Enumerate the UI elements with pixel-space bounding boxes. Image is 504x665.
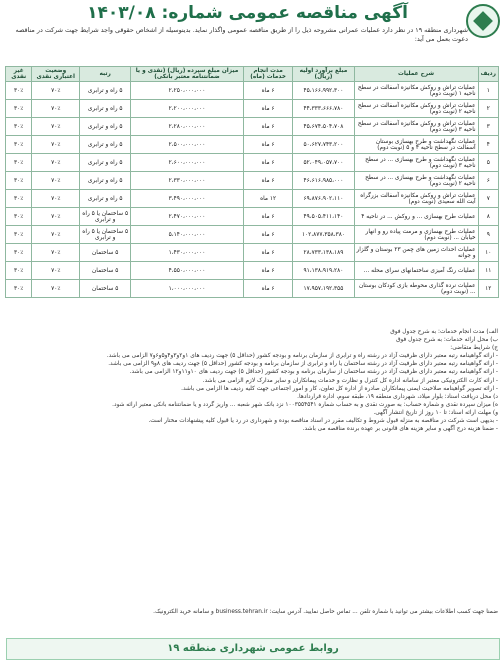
row-number-cell: ۱ — [478, 82, 498, 100]
note-line: الف) مدت انجام خدمات: به شرح جدول فوق — [390, 329, 498, 335]
duration-cell: ۶ ماه — [243, 154, 293, 172]
deposit-cell: ۳،۴۹۰،۰۰۰،۰۰۰ — [131, 190, 244, 208]
rank-cell: ۵ ساختمان — [80, 280, 131, 298]
noncash-credit-cell: ۳۰٪ — [6, 244, 32, 262]
cash-credit-cell: ۷۰٪ — [32, 190, 80, 208]
table-row — [6, 172, 499, 190]
estimate-cell: ۶۹،۸۷۶،۹۰۲،۱۱۰ — [293, 190, 354, 208]
noncash-credit-cell: ۳۰٪ — [6, 136, 32, 154]
deposit-cell: ۵،۱۴۰،۰۰۰،۰۰۰ — [131, 226, 244, 244]
deposit-cell: ۱،۴۳۰،۰۰۰،۰۰۰ — [131, 244, 244, 262]
description-cell: عملیات نگهداشت و طرح بهسازی ... در سطح ناحیه ۲ (نوبت دوم) — [354, 172, 478, 190]
noncash-credit-cell: ۳۰٪ — [6, 280, 32, 298]
deposit-cell: ۲،۴۷۰،۰۰۰،۰۰۰ — [131, 208, 244, 226]
duration-cell: ۶ ماه — [243, 136, 293, 154]
table-row — [6, 118, 499, 136]
announcement-title: آگهی مناقصه عمومی شماره: ۱۴۰۳/۰۸ — [87, 3, 408, 23]
note-line: - بدیهی است شرکت در مناقصه به منزله قبول شروط و تکالیف مقرر در اسناد مناقصه بوده و شهرداری در رد یا قبول کلیه پیشنهادات مختار است. — [148, 418, 498, 425]
rank-cell: ۵ راه و ترابری — [80, 154, 131, 172]
row-number-cell: ۱۱ — [478, 262, 498, 280]
cash-credit-cell: ۷۰٪ — [32, 280, 80, 298]
footer-contact-text: ضمنا جهت کسب اطلاعات بیشتر می توانید با شماره تلفن ... تماس حاصل نمایید. آدرس سایت: business.tehran.ir و سامانه خرید الکترونیک. — [153, 609, 498, 615]
duration-cell: ۶ ماه — [243, 208, 293, 226]
description-cell: عملیات طرح بهسازی و مرمت پیاده رو و انهار خیابان ... (نوبت دوم) — [354, 226, 478, 244]
row-number-cell: ۴ — [478, 136, 498, 154]
duration-cell: ۶ ماه — [243, 262, 293, 280]
duration-cell: ۶ ماه — [243, 226, 293, 244]
col-row-number: ردیف — [478, 67, 498, 82]
cash-credit-cell: ۷۰٪ — [32, 82, 80, 100]
description-cell: عملیات تراش و روکش مکانیزه آسفالت در سطح ناحیه ۳ (نوبت دوم) — [354, 118, 478, 136]
description-cell: عملیات تراش و روکش مکانیزه آسفالت بزرگراه آیت الله سعیدی (نوبت دوم) — [354, 190, 478, 208]
estimate-cell: ۲۸،۷۳۳،۱۳۸،۱۸۹ — [293, 244, 354, 262]
table-row — [6, 208, 499, 226]
rank-cell: ۵ راه و ترابری — [80, 136, 131, 154]
cash-credit-cell: ۷۰٪ — [32, 136, 80, 154]
note-line: - ارائه گواهینامه رتبه معتبر دارای ظرفیت آزاد در رشته ساختمان از سازمان برنامه و بودجه کشور (حداقل ۵) جهت ردیف های ۱۰و۱۱و۱۲ الزامی می باشد. — [129, 369, 498, 376]
estimate-cell: ۱۷،۹۵۷،۱۹۲،۳۵۵ — [293, 280, 354, 298]
deposit-cell: ۲،۲۰۰،۰۰۰،۰۰۰ — [131, 100, 244, 118]
estimate-cell: ۵۲،۰۴۹،۰۵۷،۷۰۰ — [293, 154, 354, 172]
row-number-cell: ۱۰ — [478, 244, 498, 262]
row-number-cell: ۲ — [478, 100, 498, 118]
noncash-credit-cell: ۳۰٪ — [6, 226, 32, 244]
table-row — [6, 262, 499, 280]
estimate-cell: ۴۴،۳۳۳،۶۶۶،۷۸۰ — [293, 100, 354, 118]
description-cell: عملیات نگهداشت و طرح بهسازی ... در سطح ناحیه ۳ (نوبت دوم) — [354, 154, 478, 172]
estimate-cell: ۱۰۲،۸۷۷،۳۵۸،۳۸۰ — [293, 226, 354, 244]
noncash-credit-cell: ۳۰٪ — [6, 154, 32, 172]
rank-cell: ۵ راه و ترابری — [80, 172, 131, 190]
col-noncash-credit: غیر نقدی — [6, 67, 32, 82]
table-row — [6, 154, 499, 172]
cash-credit-cell: ۷۰٪ — [32, 226, 80, 244]
duration-cell: ۶ ماه — [243, 118, 293, 136]
note-line: ه) میزان سپرده نقدی و شماره حساب: به صورت نقدی و به حساب شماره ۱۰۰۳۵۵۴۵۴۱ نزد بانک شهر شعبه ... واریز گردد و یا ضمانتنامه بانکی معتبر ارائه شود. — [112, 401, 498, 408]
tender-table — [5, 66, 499, 298]
description-cell: عملیات نگهداشت و طرح بهسازی بوستان آسفالت در سطح ناحیه ۴ و ۵ (نوبت دوم) — [354, 136, 478, 154]
note-line: ج) شرایط متقاضی: — [450, 345, 498, 352]
duration-cell: ۶ ماه — [243, 244, 293, 262]
table-row — [6, 136, 499, 154]
rank-cell: ۵ ساختمان — [80, 262, 131, 280]
noncash-credit-cell: ۳۰٪ — [6, 190, 32, 208]
note-line: - ارائه کارت الکترونیکی معتبر از سامانه اداره کل کنترل و نظارت و خدمات پیمانکاران و سایر مدارک لازم الزامی می باشد. — [202, 377, 498, 384]
cash-credit-cell: ۷۰٪ — [32, 262, 80, 280]
table-row — [6, 100, 499, 118]
col-deposit-amount: میزان مبلغ سپرده (ریال) (نقدی و یا ضمانتنامه معتبر بانکی) — [131, 67, 244, 82]
estimate-cell: ۹۱،۱۳۸،۹۱۹،۲۸۰ — [293, 262, 354, 280]
table-row — [6, 190, 499, 208]
noncash-credit-cell: ۳۰٪ — [6, 82, 32, 100]
deposit-cell: ۱،۰۰۰،۰۰۰،۰۰۰ — [131, 280, 244, 298]
cash-credit-cell: ۷۰٪ — [32, 154, 80, 172]
note-line: د) محل دریافت اسناد: بلوار میلاد، شهرداری منطقه ۱۹، طبقه سوم، اداره قراردادها. — [297, 393, 498, 400]
row-number-cell: ۳ — [478, 118, 498, 136]
duration-cell: ۶ ماه — [243, 82, 293, 100]
row-number-cell: ۸ — [478, 208, 498, 226]
description-cell: عملیات تراش و روکش مکانیزه آسفالت در سطح ناحیه ۱ (نوبت دوم) — [354, 82, 478, 100]
duration-cell: ۶ ماه — [243, 172, 293, 190]
note-line: - ارائه گواهینامه رتبه معتبر دارای ظرفیت آزاد در رشته ساختمان یا راه و ترابری از سازمان برنامه و بودجه کشور (حداقل ۵) جهت ردیف های ۸و۹ الزامی می باشد. — [108, 361, 498, 368]
tehran-municipality-logo — [466, 4, 500, 38]
row-number-cell: ۶ — [478, 172, 498, 190]
description-cell: عملیات احداث زمین های چمن ۲۳ بوستان و گلزار و جوانه — [354, 244, 478, 262]
rank-cell: ۵ راه و ترابری — [80, 100, 131, 118]
table-row — [6, 280, 499, 298]
description-cell: عملیات تراش و روکش مکانیزه آسفالت در سطح ناحیه ۲ (نوبت دوم) — [354, 100, 478, 118]
cash-credit-cell: ۷۰٪ — [32, 118, 80, 136]
duration-cell: ۶ ماه — [243, 280, 293, 298]
note-line: - ارائه گواهینامه رتبه معتبر دارای ظرفیت آزاد در رشته راه و ترابری از سازمان برنامه و بودجه کشور (حداقل ۵) جهت ردیف های ۱و۲و۳و۴و۵و۶و۷ الزامی می باشد. — [106, 353, 498, 360]
duration-cell: ۶ ماه — [243, 100, 293, 118]
noncash-credit-cell: ۳۰٪ — [6, 208, 32, 226]
description-cell: عملیات نرده گذاری محوطه بازی کودکان بوستان ... (نوبت دوم) — [354, 280, 478, 298]
deposit-cell: ۲،۲۵۰،۰۰۰،۰۰۰ — [131, 82, 244, 100]
table-row — [6, 244, 499, 262]
cash-credit-cell: ۷۰٪ — [32, 244, 80, 262]
col-operations-description: شرح عملیات — [354, 67, 478, 82]
table-row — [6, 82, 499, 100]
header — [0, 0, 504, 48]
deposit-cell: ۴،۵۵۰،۰۰۰،۰۰۰ — [131, 262, 244, 280]
estimate-cell: ۴۶،۶۱۶،۹۸۵،۰۰۰ — [293, 172, 354, 190]
rank-cell: ۵ راه و ترابری — [80, 82, 131, 100]
noncash-credit-cell: ۳۰٪ — [6, 118, 32, 136]
rank-cell: ۵ ساختمان یا ۵ راه و ترابری — [80, 226, 131, 244]
rank-cell: ۵ راه و ترابری — [80, 190, 131, 208]
duration-cell: ۱۲ ماه — [243, 190, 293, 208]
noncash-credit-cell: ۳۰٪ — [6, 262, 32, 280]
estimate-cell: ۴۹،۵۰۵،۴۱۱،۱۴۰ — [293, 208, 354, 226]
row-number-cell: ۵ — [478, 154, 498, 172]
description-cell: عملیات طرح بهسازی ... و روکش ... در ناحیه ۴ — [354, 208, 478, 226]
note-line: - ارائه تصویر گواهینامه صلاحیت ایمنی پیمانکاران صادره از اداره کل تعاون، کار و امور اجتماعی جهت کلیه ردیف ها الزامی می باشد. — [181, 385, 498, 392]
deposit-cell: ۲،۲۸۰،۰۰۰،۰۰۰ — [131, 118, 244, 136]
note-line: - ضمنا هزینه درج آگهی و سایر هزینه های قانونی بر عهده برنده مناقصه می باشد. — [302, 426, 498, 433]
noncash-credit-cell: ۳۰٪ — [6, 172, 32, 190]
deposit-cell: ۲،۳۳۰،۰۰۰،۰۰۰ — [131, 172, 244, 190]
deposit-cell: ۲،۶۰۰،۰۰۰،۰۰۰ — [131, 154, 244, 172]
col-duration: مدت انجام خدمات (ماه) — [243, 67, 293, 82]
estimate-cell: ۵۰،۶۲۷،۷۴۳،۲۰۰ — [293, 136, 354, 154]
row-number-cell: ۷ — [478, 190, 498, 208]
public-relations-banner: روابط عمومی شهرداری منطقه ۱۹ — [6, 638, 500, 660]
estimate-cell: ۴۵،۱۶۶،۹۹۲،۳۰۰ — [293, 82, 354, 100]
deposit-cell: ۲،۵۰۰،۰۰۰،۰۰۰ — [131, 136, 244, 154]
row-number-cell: ۹ — [478, 226, 498, 244]
intro-text: شهرداری منطقه ۱۹ در نظر دارد عملیات عمرانی مشروحه ذیل را از طریق مناقصه عمومی واگذار نماید. بدینوسیله از اشخاص حقوقی واجد شرایط جهت شرکت در مناقصه دعوت بعمل می آید: — [15, 26, 468, 43]
note-line: و) مهلت ارائه اسناد: تا ۱۰ روز از تاریخ انتشار آگهی. — [373, 409, 498, 416]
cash-credit-cell: ۷۰٪ — [32, 208, 80, 226]
rank-cell: ۵ راه و ترابری — [80, 118, 131, 136]
col-cash-credit: وضعیت اعتباری نقدی — [32, 67, 80, 82]
row-number-cell: ۱۲ — [478, 280, 498, 298]
table-row — [6, 226, 499, 244]
table-header-row — [6, 67, 499, 82]
cash-credit-cell: ۷۰٪ — [32, 100, 80, 118]
col-initial-estimate: مبلغ برآورد اولیه (ریال) — [293, 67, 354, 82]
conditions-notes — [6, 328, 498, 433]
noncash-credit-cell: ۳۰٪ — [6, 100, 32, 118]
rank-cell: ۵ ساختمان یا ۵ راه و ترابری — [80, 208, 131, 226]
col-rank: رتبه — [80, 67, 131, 82]
rank-cell: ۵ ساختمان — [80, 244, 131, 262]
description-cell: عملیات رنگ آمیزی ساختمانهای سرای محله ... — [354, 262, 478, 280]
note-line: ب) محل ارائه خدمات: به شرح جدول فوق — [396, 337, 498, 344]
estimate-cell: ۴۵،۶۷۴،۵۰۴،۷۰۸ — [293, 118, 354, 136]
cash-credit-cell: ۷۰٪ — [32, 172, 80, 190]
